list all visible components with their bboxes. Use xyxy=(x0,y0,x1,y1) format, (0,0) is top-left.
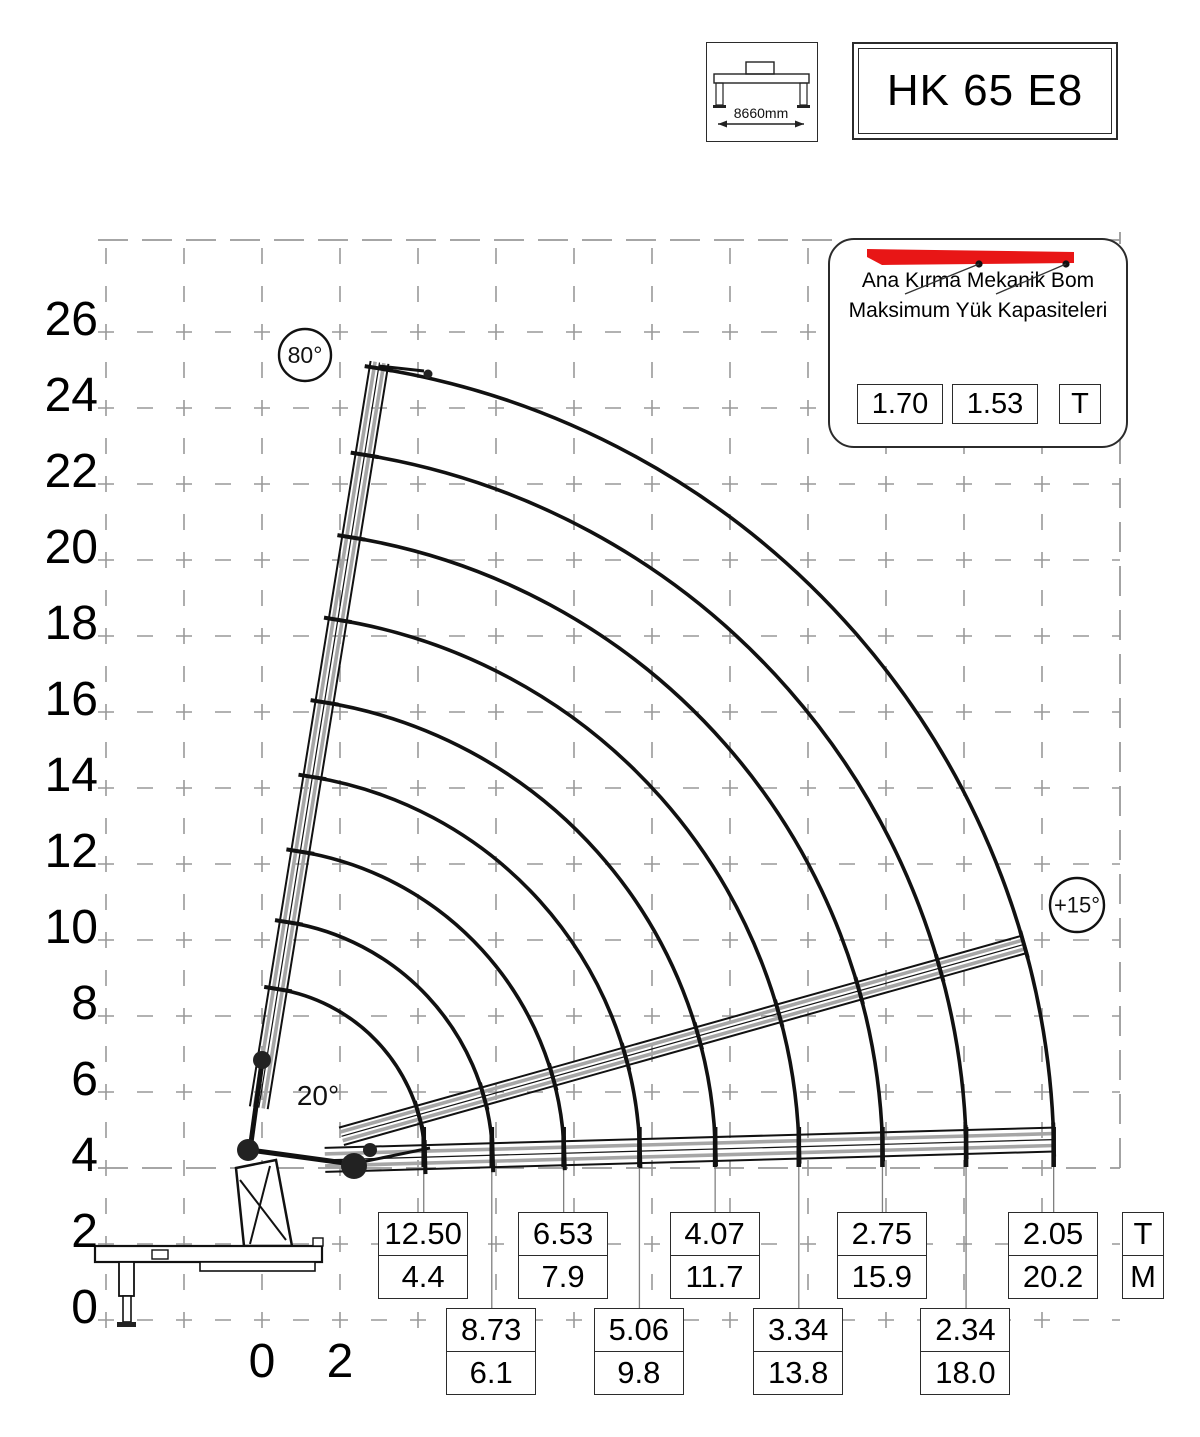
angle-label: 20° xyxy=(296,1080,340,1111)
truck-subframe xyxy=(200,1262,315,1271)
pulley xyxy=(363,1143,377,1157)
crane-column xyxy=(236,1160,292,1246)
pulley xyxy=(237,1139,259,1161)
boom-rail xyxy=(268,364,389,1109)
bed-detail xyxy=(313,1238,323,1246)
capacity-value: 6.53 xyxy=(532,1216,594,1251)
boom-rail xyxy=(325,1146,1054,1166)
bed-detail xyxy=(152,1250,168,1259)
capacity-box xyxy=(920,1308,1010,1395)
y-axis-label: 10 xyxy=(44,901,98,954)
capacity-arc xyxy=(325,702,716,1140)
capacity-value: 5.06 xyxy=(608,1312,669,1347)
y-axis-label: 14 xyxy=(44,749,98,802)
capacity-value: 4.07 xyxy=(684,1216,745,1251)
legend-title-line1: Ana Kırma Mekanik Bom xyxy=(861,269,1095,292)
truck-bed xyxy=(95,1246,322,1262)
capacity-value: 3.34 xyxy=(768,1312,829,1347)
unit-reach-label: M xyxy=(1123,1255,1163,1298)
capacity-value: 2.34 xyxy=(935,1312,996,1347)
capacity-box xyxy=(670,1212,760,1299)
y-axis-label: 12 xyxy=(44,825,98,878)
capacity-box xyxy=(753,1308,843,1395)
reach-value: 6.1 xyxy=(447,1351,535,1394)
capacity-box xyxy=(378,1212,468,1299)
y-axis-label: 6 xyxy=(71,1053,98,1106)
capacity-value: 8.73 xyxy=(461,1312,522,1347)
reach-value: 20.2 xyxy=(1009,1255,1097,1298)
y-axis-label: 22 xyxy=(44,445,98,498)
tip-pulley xyxy=(424,370,433,379)
x-axis-label: 0 xyxy=(248,1335,276,1388)
y-axis-label: 24 xyxy=(44,369,98,422)
outrigger-leg xyxy=(123,1296,131,1322)
y-axis-label: 16 xyxy=(44,673,98,726)
y-axis-label: 2 xyxy=(71,1205,98,1258)
boom-rail xyxy=(340,940,1023,1132)
knuckle-link xyxy=(250,1062,262,1150)
jib-capacity-2: 1.53 xyxy=(952,384,1038,424)
pulley xyxy=(253,1051,271,1069)
jib-capacity-legend xyxy=(828,238,1128,448)
boom-rail xyxy=(344,953,1027,1145)
y-axis-label: 26 xyxy=(44,293,98,346)
outrigger-span-box xyxy=(706,42,818,142)
boom-rail xyxy=(325,1134,1054,1154)
jib-capacity-unit: T xyxy=(1059,384,1101,424)
boom-rail xyxy=(254,362,375,1107)
capacity-box xyxy=(594,1308,684,1395)
outrigger-leg xyxy=(119,1262,134,1296)
capacity-value: 12.50 xyxy=(384,1216,462,1251)
boom-rail xyxy=(342,944,1025,1136)
capacity-value: 2.05 xyxy=(1022,1216,1084,1251)
reach-value: 11.7 xyxy=(671,1255,759,1298)
model-title-box xyxy=(852,42,1118,140)
capacity-arc xyxy=(278,989,424,1140)
outrigger-span-label: 8660mm xyxy=(733,105,789,121)
capacity-arc xyxy=(312,777,639,1140)
y-axis-label: 20 xyxy=(44,521,98,574)
angle-label: 80° xyxy=(287,342,323,369)
jib-capacity-1: 1.70 xyxy=(857,384,943,424)
outrigger-sketch-icon xyxy=(707,43,816,140)
capacity-box xyxy=(837,1212,927,1299)
reach-value: 9.8 xyxy=(595,1351,683,1394)
x-axis-label: 2 xyxy=(326,1335,354,1388)
reach-value: 18.0 xyxy=(921,1351,1009,1394)
y-axis-label: 4 xyxy=(71,1129,98,1182)
boom-rail xyxy=(343,949,1025,1141)
angle-label: +15° xyxy=(1053,892,1101,918)
model-title: HK 65 E8 xyxy=(858,48,1112,134)
legend-title-line2: Maksimum Yük Kapasiteleri xyxy=(848,299,1108,322)
capacity-arc xyxy=(365,455,967,1140)
capacity-box xyxy=(518,1212,608,1299)
red-boom-icon xyxy=(830,240,1130,310)
reach-value: 7.9 xyxy=(519,1255,607,1298)
y-axis-label: 18 xyxy=(44,597,98,650)
boom-rail xyxy=(250,361,371,1106)
pulley xyxy=(341,1153,367,1179)
boom-rail xyxy=(339,936,1022,1128)
boom-rail xyxy=(259,363,380,1108)
boom-rail xyxy=(263,363,384,1108)
reach-value: 15.9 xyxy=(838,1255,926,1298)
reach-value: 4.4 xyxy=(379,1255,467,1298)
capacity-box xyxy=(446,1308,536,1395)
y-axis-label: 8 xyxy=(71,977,98,1030)
y-axis-label: 0 xyxy=(71,1281,98,1334)
unit-load-label: T xyxy=(1133,1216,1153,1251)
capacity-box xyxy=(1008,1212,1098,1299)
outrigger-foot xyxy=(117,1322,136,1327)
capacity-value: 2.75 xyxy=(851,1216,912,1251)
reach-value: 13.8 xyxy=(754,1351,842,1394)
units-box xyxy=(1122,1212,1164,1299)
